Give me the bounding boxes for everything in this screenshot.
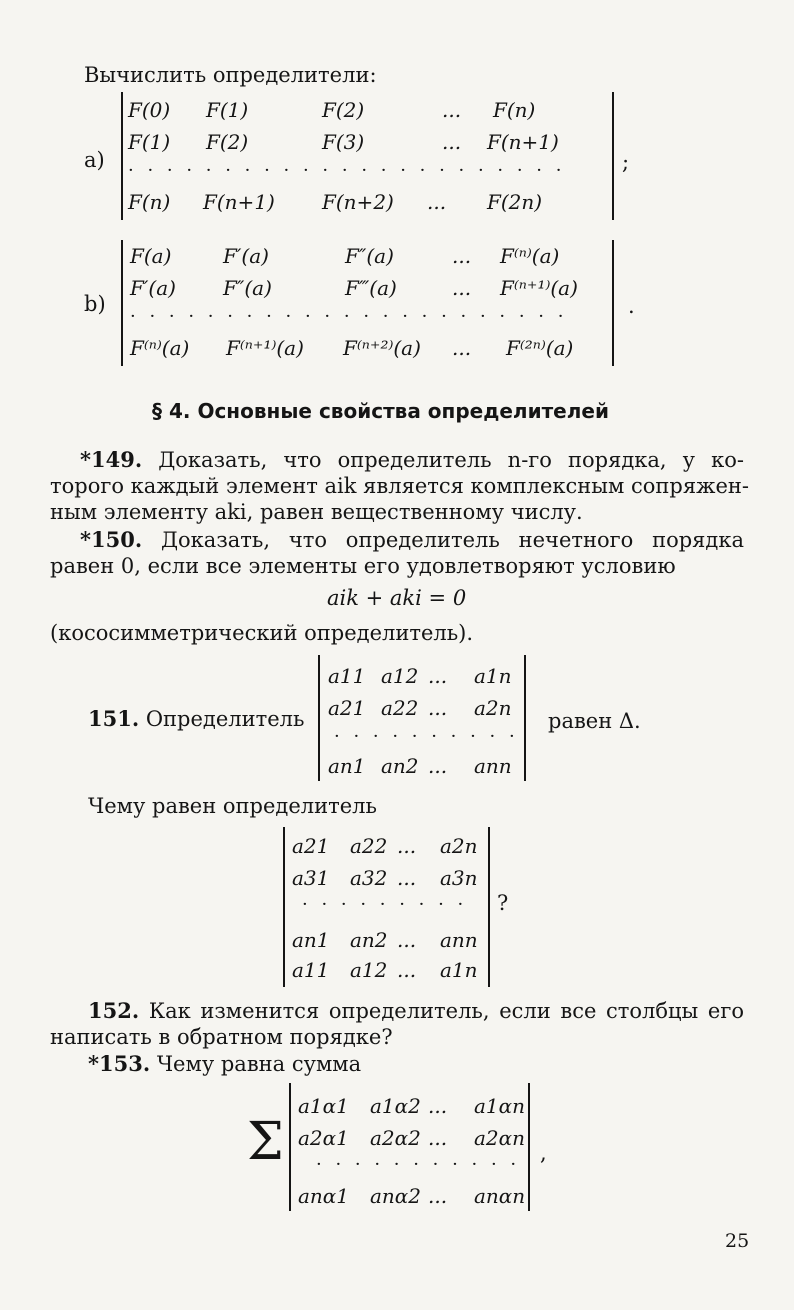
problem-149-text: Доказать, что определитель n-го порядка, у ко- xyxy=(158,448,744,472)
det-b-cell: ... xyxy=(452,244,472,268)
problem-153-text: Чему равна сумма xyxy=(156,1052,362,1076)
det-151-cell: ... xyxy=(428,696,448,720)
det-151b-dots: · · · · · · · · · xyxy=(302,894,468,915)
problem-151-after: равен Δ. xyxy=(548,709,641,733)
det-a-cell: F(n) xyxy=(128,190,171,214)
det-151-cell: ... xyxy=(428,754,448,778)
det-153-cell: ... xyxy=(428,1184,448,1208)
det-b-cell: ... xyxy=(452,276,472,300)
det-151b-cell: a32 xyxy=(350,866,388,890)
det-151-cell: ann xyxy=(474,754,512,778)
det-151b-cell: a1n xyxy=(440,958,478,982)
det-151b-cell: a11 xyxy=(292,958,330,982)
sigma-symbol: Σ xyxy=(247,1112,284,1172)
section-heading: § 4. Основные свойства определителей xyxy=(152,399,609,423)
det-b-cell: F⁽ⁿ⁾(a) xyxy=(500,244,560,268)
problem-number: *149. xyxy=(80,447,143,472)
det-151-left-bar xyxy=(318,655,320,781)
problem-151-question-mark: ? xyxy=(497,891,509,915)
det-151b-cell: ... xyxy=(397,928,417,952)
det-a-label: а) xyxy=(84,148,105,172)
det-151-cell: a2n xyxy=(474,696,512,720)
problem-150-text: Доказать, что определитель нечетного порядка xyxy=(160,528,744,552)
problem-151-intro xyxy=(88,706,304,732)
det-151-cell: an2 xyxy=(381,754,419,778)
det-b-cell: F′(a) xyxy=(130,276,176,300)
det-151-cell: a22 xyxy=(381,696,419,720)
det-153-cell: a2αn xyxy=(474,1126,526,1150)
problem-number: *150. xyxy=(80,527,143,552)
det-151b-cell: ann xyxy=(440,928,478,952)
det-151b-cell: a31 xyxy=(292,866,330,890)
det-b-cell: F(a) xyxy=(130,244,172,268)
det-153-cell: a1α1 xyxy=(298,1094,349,1118)
det-a-left-bar xyxy=(121,92,123,220)
det-a-cell: F(n+1) xyxy=(487,130,559,154)
det-b-trailing-mark: . xyxy=(628,294,635,318)
det-a-cell: F(1) xyxy=(206,98,249,122)
problem-150-formula: aik + aki = 0 xyxy=(327,586,467,610)
det-153-left-bar xyxy=(289,1083,291,1211)
det-151-cell: a21 xyxy=(328,696,366,720)
problem-150-line: равен 0, если все элементы его удовлетворяют условию xyxy=(50,554,676,578)
problem-149-line xyxy=(80,447,744,473)
det-151b-right-bar xyxy=(488,827,490,987)
det-a-cell: F(2n) xyxy=(487,190,543,214)
problem-152-line: написать в обратном порядке? xyxy=(50,1025,393,1049)
det-a-cell: F(2) xyxy=(206,130,249,154)
det-153-cell: anα1 xyxy=(298,1184,350,1208)
problem-number: 152. xyxy=(88,998,140,1023)
problem-number: *153. xyxy=(88,1051,151,1076)
det-a-cell: ... xyxy=(427,190,447,214)
det-b-cell: F⁽ⁿ⁾(a) xyxy=(130,336,190,360)
page-number: 25 xyxy=(725,1230,750,1252)
det-153-cell: a1α2 xyxy=(370,1094,421,1118)
det-151b-cell: a12 xyxy=(350,958,388,982)
problem-149-line: торого каждый элемент aik является комплексным сопряжен- xyxy=(50,474,749,498)
det-151b-cell: a22 xyxy=(350,834,388,858)
det-151b-cell: a3n xyxy=(440,866,478,890)
det-151-cell: an1 xyxy=(328,754,366,778)
det-151-dots: · · · · · · · · · · xyxy=(334,726,519,747)
det-b-cell: F″(a) xyxy=(223,276,272,300)
det-151-cell: a12 xyxy=(381,664,419,688)
det-153-dots: · · · · · · · · · · · xyxy=(316,1154,521,1175)
det-a-cell: F(2) xyxy=(322,98,365,122)
problem-149-line: ным элементу aki, равен вещественному числу. xyxy=(50,500,583,524)
det-153-cell: a2α1 xyxy=(298,1126,349,1150)
problem-152-line xyxy=(88,998,744,1024)
det-b-cell: F⁽ⁿ⁺¹⁾(a) xyxy=(226,336,304,360)
problem-153-trailing-mark: , xyxy=(540,1141,547,1165)
det-b-cell: F′(a) xyxy=(223,244,269,268)
det-b-cell: F⁽ⁿ⁺¹⁾(a) xyxy=(500,276,578,300)
det-a-dots: · · · · · · · · · · · · · · · · · · · · · · · xyxy=(128,160,566,181)
det-b-cell: F⁽²ⁿ⁾(a) xyxy=(506,336,574,360)
det-153-cell: anαn xyxy=(474,1184,526,1208)
det-b-cell: F⁽ⁿ⁺²⁾(a) xyxy=(343,336,421,360)
det-b-right-bar xyxy=(612,240,614,366)
det-151b-cell: ... xyxy=(397,958,417,982)
det-153-cell: anα2 xyxy=(370,1184,422,1208)
problem-151-before: Определитель xyxy=(145,707,305,731)
problem-150-line xyxy=(80,527,744,553)
det-151b-cell: a21 xyxy=(292,834,330,858)
det-a-cell: ... xyxy=(442,130,462,154)
det-151b-cell: an2 xyxy=(350,928,388,952)
problem-152-text: Как изменится определитель, если все столбцы его xyxy=(148,999,744,1023)
det-151-cell: a1n xyxy=(474,664,512,688)
det-a-cell: F(n+2) xyxy=(322,190,394,214)
det-153-cell: ... xyxy=(428,1094,448,1118)
det-b-dots: · · · · · · · · · · · · · · · · · · · · · · · xyxy=(130,306,568,327)
det-151b-cell: an1 xyxy=(292,928,330,952)
det-b-cell: ... xyxy=(452,336,472,360)
det-a-cell: F(3) xyxy=(322,130,365,154)
det-b-label: b) xyxy=(84,292,106,316)
det-b-cell: F‴(a) xyxy=(345,276,397,300)
det-a-cell: F(n+1) xyxy=(203,190,275,214)
problem-150-after: (кососимметрический определитель). xyxy=(50,621,474,645)
problem-153-intro xyxy=(88,1051,361,1077)
det-b-cell: F″(a) xyxy=(345,244,394,268)
det-151b-cell: ... xyxy=(397,834,417,858)
det-a-trailing-mark: ; xyxy=(622,150,630,174)
det-153-cell: a1αn xyxy=(474,1094,526,1118)
det-153-cell: a2α2 xyxy=(370,1126,421,1150)
det-153-right-bar xyxy=(528,1083,530,1211)
det-b-left-bar xyxy=(121,240,123,366)
det-a-cell: F(n) xyxy=(493,98,536,122)
det-151-cell: ... xyxy=(428,664,448,688)
intro-text: Вычислить определители: xyxy=(84,63,377,87)
det-151-right-bar xyxy=(524,655,526,781)
det-a-cell: F(0) xyxy=(128,98,171,122)
problem-number: 151. xyxy=(88,706,140,731)
det-a-cell: F(1) xyxy=(128,130,171,154)
det-a-cell: ... xyxy=(442,98,462,122)
det-153-cell: ... xyxy=(428,1126,448,1150)
det-151b-cell: a2n xyxy=(440,834,478,858)
det-151-cell: a11 xyxy=(328,664,366,688)
det-a-right-bar xyxy=(612,92,614,220)
problem-151-question: Чему равен определитель xyxy=(88,794,377,818)
det-151b-cell: ... xyxy=(397,866,417,890)
det-151b-left-bar xyxy=(283,827,285,987)
